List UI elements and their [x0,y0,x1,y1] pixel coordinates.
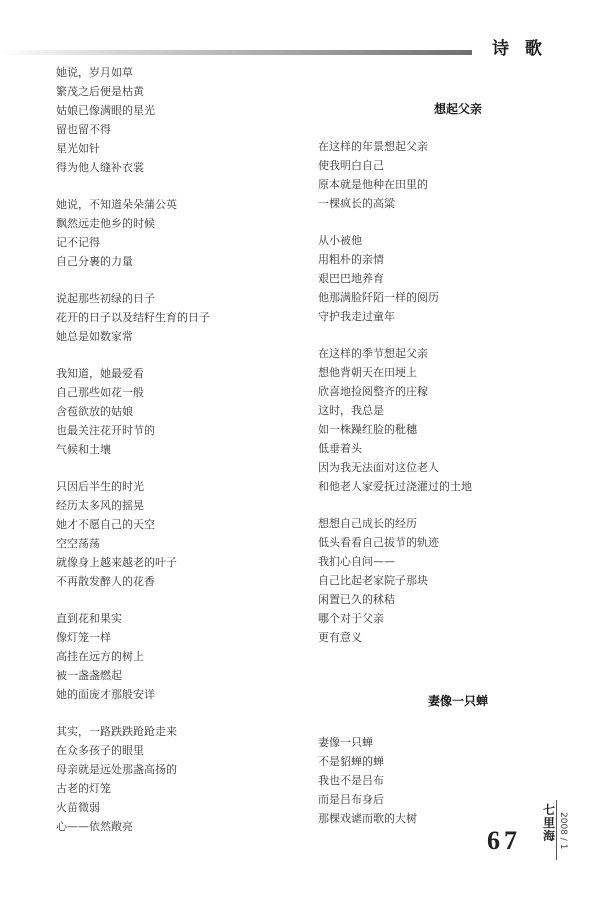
stanza [318,231,598,326]
poem-line: 说起那些初绿的日子 [56,292,155,305]
poem-line: 我也不是吕布 [318,774,384,787]
poem-line: 闲置已久的秫秸 [318,593,395,606]
poem-line: 自己那些如花一般 [56,386,144,399]
poem-line: 这时，我总是 [318,404,384,417]
poem-line: 不再散发醉人的花香 [56,575,155,588]
poem-line: 原本就是他种在田里的 [318,178,428,191]
poem-line: 用粗朴的亲情 [318,253,384,266]
poem-line: 想想自己成长的经历 [318,517,417,530]
poem-line: 我扪心自问—— [318,555,395,568]
stanza [318,137,598,213]
poem-line: 在众多孩子的眼里 [56,744,144,757]
poem-line: 飘然远走他乡的时候 [56,217,155,230]
issue-number: 2008 / 1 [558,812,568,850]
poem-line: 在这样的年景想起父亲 [318,140,428,153]
poem-line: 自己比起老家院子那块 [318,574,428,587]
poem-line: 姑娘已像满眼的星光 [56,104,155,117]
poem-line: 不是貂蝉的蝉 [318,755,384,768]
poem-line: 在这样的季节想起父亲 [318,347,428,360]
poem-line: 使我明白自己 [318,159,384,172]
poem-line: 她才不愿自己的天空 [56,518,155,531]
stanza [56,195,306,271]
poem-line: 因为我无法面对这位老人 [318,461,439,474]
poem-line: 只因后半生的时光 [56,480,144,493]
header-rule [0,50,472,55]
footer-divider [556,800,557,860]
poem-line: 也最关注花开时节的 [56,424,155,437]
stanza [56,477,306,591]
stanza [318,344,598,496]
poem-line: 心——依然敞亮 [56,820,133,833]
section-title: 诗 歌 [492,39,547,59]
poem-line: 和他老人家爱抚过浇灌过的土地 [318,480,472,493]
poem-line: 他那满脸阡陌一样的阅历 [318,291,439,304]
poem-line: 她总是如数家常 [56,330,133,343]
poem-line: 我知道，她最爱看 [56,367,144,380]
poem-line: 繁茂之后便是枯黄 [56,85,144,98]
poem-line: 守护我走过童年 [318,310,395,323]
stanza [56,63,306,177]
poem-line: 留也留不得 [56,123,111,136]
poem-title: 妻像一只蝉 [427,694,488,708]
right-column [318,99,598,846]
stanza [56,364,306,459]
poem-line: 高挂在远方的树上 [56,650,144,663]
poem-line: 低头看看自己拔节的轨迹 [318,536,439,549]
magazine-name: 七里海 [543,803,556,843]
poem-line: 就像身上越来越老的叶子 [56,556,177,569]
poem-line: 含苞欲放的姑娘 [56,405,133,418]
stanza [56,722,306,836]
poem-line: 其实，一路跌跌跄跄走来 [56,725,177,738]
stanza [56,289,306,346]
poem-title: 想起父亲 [433,102,482,116]
poem-line: 直到花和果实 [56,612,122,625]
poem-line: 花开的日子以及结籽生育的日子 [56,311,210,324]
poem-line: 火苗微弱 [56,801,100,814]
poem-line: 气候和土壤 [56,443,111,456]
poem-line: 自己分裹的力量 [56,255,133,268]
poem-line: 像灯笼一样 [56,631,111,644]
poem-line: 经历太多风的摇晃 [56,499,144,512]
poem-line: 艰巴巴地养育 [318,272,384,285]
poem-line: 那棵戏谑而歌的大树 [318,812,417,825]
poem-line: 她说，岁月如草 [56,66,133,79]
poem-line: 低垂着头 [318,442,362,455]
stanza [318,514,598,647]
poem-line: 古老的灯笼 [56,782,111,795]
poem-line: 如一株躁红脸的秕穗 [318,423,417,436]
poem-line: 空空荡荡 [56,537,100,550]
left-column [56,63,306,854]
page-number: 67 [487,826,521,855]
stanza [56,609,306,704]
poem-line: 星光如针 [56,142,100,155]
poem-line: 她的面庞才那般安详 [56,688,155,701]
poem-line: 一棵疯长的高粱 [318,197,395,210]
poem-line: 哪个对于父亲 [318,612,384,625]
poem-line: 想他背朝天在田埂上 [318,366,417,379]
poem-line: 记不记得 [56,236,100,249]
poem-line: 母亲就是远处那盏高扬的 [56,763,177,776]
poem-line: 她说，不知道朵朵蒲公英 [56,198,177,211]
poem-line: 欣喜地捡阅整齐的庄稼 [318,385,428,398]
poem-line: 更有意义 [318,631,362,644]
poem-line: 妻像一只蝉 [318,736,373,749]
poem-line: 被一盏盏燃起 [56,669,122,682]
poem-line: 从小被他 [318,234,362,247]
poem-line: 得为他人缝补衣裳 [56,161,144,174]
poem-line: 而是吕布身后 [318,793,384,806]
